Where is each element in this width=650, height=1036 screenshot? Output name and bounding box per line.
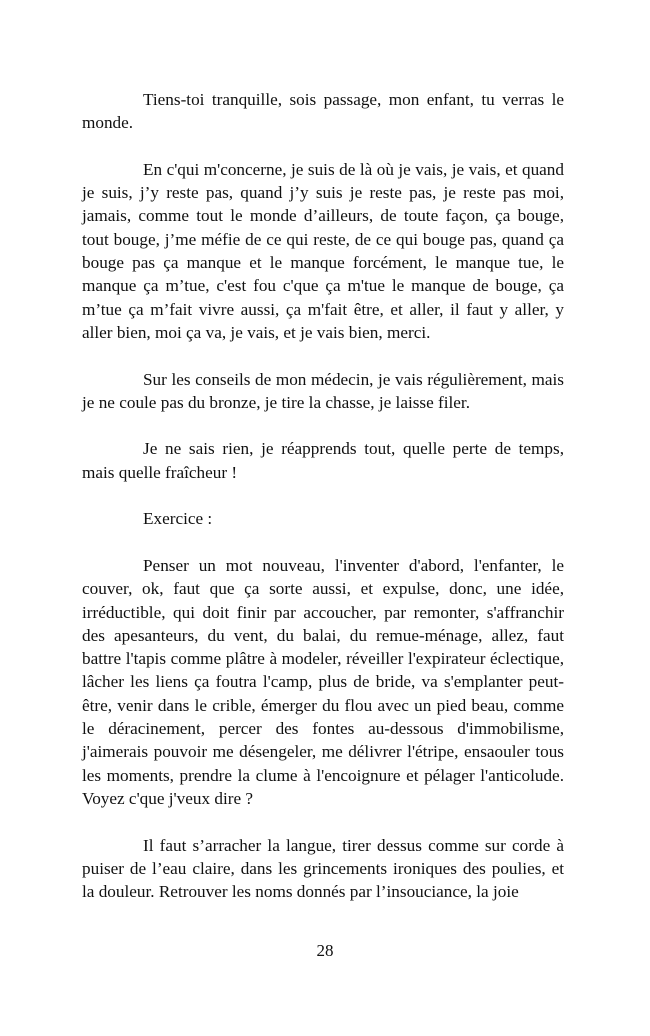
paragraph: Exercice : xyxy=(143,509,213,529)
paragraph: Tiens-toi tranquille, sois passage, mon enfant, tu verras le monde. xyxy=(82,90,564,133)
paragraph: Je ne sais rien, je réapprends tout, quelle perte de temps, mais quelle fraîcheur ! xyxy=(82,439,564,482)
paragraph: En c'qui m'concerne, je suis de là où je vais, je vais, et quand je suis, j’y reste pas, quand j’y suis je reste pas, je reste pas moi, jamais, comme tout le monde d’ailleurs, de toute façon, ça bouge, tout bouge, j’me méfie de ce qui reste, de ce qui bouge pas, quand ça bouge pas ça manque et le manque forcément, le manque tue, le manque ça m’tue, c'est fou c'que ça m'tue le manque de bouge, ça m’tue ça m’fait vivre aussi, ça m'fait être, et aller, il faut y aller, y aller bien, moi ça va, je vais, et je vais bien, merci. xyxy=(82,159,564,342)
page-number: 28 xyxy=(316,941,334,960)
paragraph: Penser un mot nouveau, l'inventer d'abord, l'enfanter, le couver, ok, faut que ça sorte aussi, et expulse, donc, une idée, irréductible, qui doit finir par accoucher, par remonter, s'affranchir des apesanteurs, du vent, du balai, du remue-ménage, allez, faut battre l'tapis comme plâtre à modeler, réveiller l'expirateur éclectique, lâcher les liens ça foutra l'camp, plus de bride, va s'emplanter peut-être, venir dans le crible, émerger du flou avec un pied beau, comme le déracinement, percer des fontes au-dessous d'immobilisme, j'aimerais pouvoir me désengeler, me délivrer l'étripe, ensaouler tous les moments, prendre la clume à l'encoignure et pélager l'anticolude. Voyez c'que j'veux dire ? xyxy=(82,555,564,808)
paragraph: Il faut s’arracher la langue, tirer dessus comme sur corde à puiser de l’eau claire, dans les grincements ironiques des poulies, et la douleur. Retrouver les noms donnés par l’insouciance, la joie xyxy=(82,835,564,902)
body-text xyxy=(82,88,564,927)
paragraph: Sur les conseils de mon médecin, je vais régulièrement, mais je ne coule pas du bronze, je tire la chasse, je laisse filer. xyxy=(82,369,564,412)
